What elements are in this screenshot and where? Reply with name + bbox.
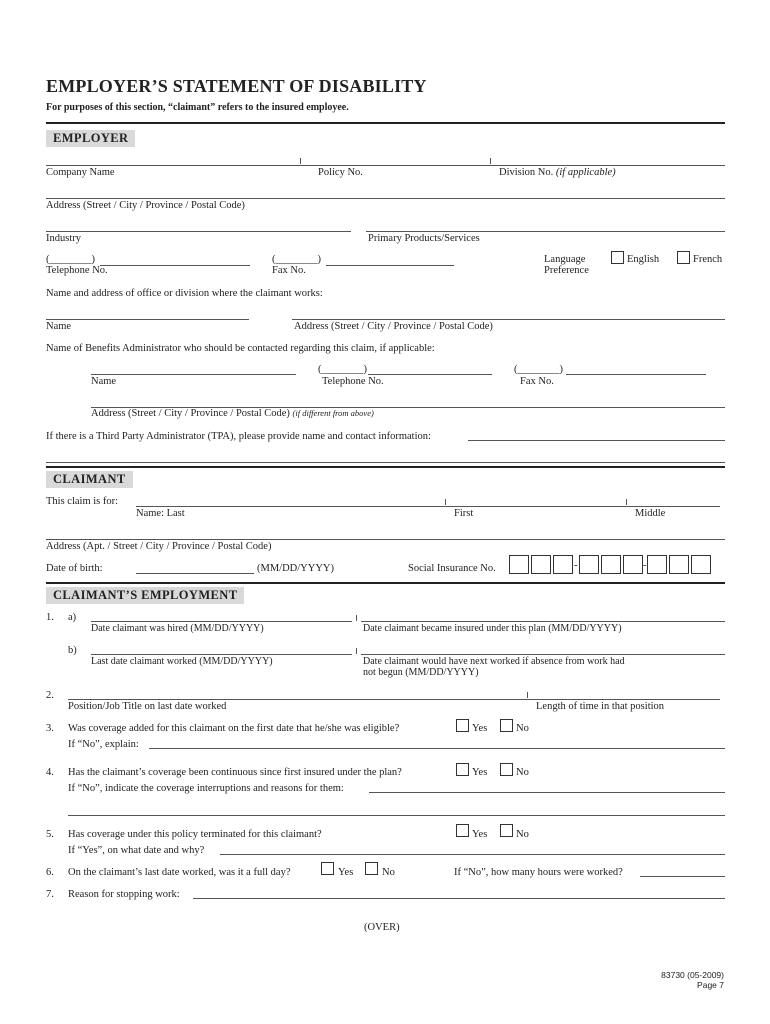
ba-address-text: Address (Street / City / Province / Postal Code) (91, 408, 290, 419)
q4-explain-field[interactable] (369, 792, 725, 793)
language-label: Language (544, 254, 586, 265)
q5-explain-label: If “Yes”, on what date and why? (68, 845, 205, 856)
division-no-label (499, 167, 616, 178)
ba-telephone-label: Telephone No. (322, 376, 384, 387)
q4-yes-checkbox[interactable] (456, 763, 469, 776)
sin-digit-box[interactable] (691, 555, 711, 574)
q1a-marker: a) (68, 612, 77, 623)
french-label: French (693, 254, 723, 265)
industry-field[interactable] (46, 231, 351, 232)
dob-field[interactable] (136, 573, 254, 574)
division-note: (if applicable) (555, 167, 616, 178)
field-separator (356, 648, 357, 654)
employer-address-field[interactable] (46, 198, 725, 199)
q1-number: 1. (46, 612, 54, 623)
telephone-area-code: (________) (46, 254, 95, 265)
q4-no-label: No (516, 767, 529, 778)
section-divider (46, 582, 725, 584)
office-name-label: Name (46, 321, 72, 332)
q6-hours-label: If “No”, how many hours were worked? (454, 867, 623, 878)
sin-digit-box[interactable] (669, 555, 689, 574)
form-title: EMPLOYER’S STATEMENT OF DISABILITY (46, 76, 427, 96)
office-name-field[interactable] (46, 319, 249, 320)
name-last-label: Name: Last (136, 508, 185, 519)
claimant-address-field[interactable] (46, 539, 725, 540)
fax-label: Fax No. (272, 265, 306, 276)
sin-digit-box[interactable] (553, 555, 573, 574)
last-date-worked-field[interactable] (91, 654, 352, 655)
q3-yes-label: Yes (472, 723, 488, 734)
name-middle-label: Middle (635, 508, 666, 519)
q6-number: 6. (46, 867, 54, 878)
ba-fax-area-code: (________) (514, 364, 563, 375)
division-no-text: Division No. (499, 167, 554, 178)
ba-fax-label: Fax No. (520, 376, 554, 387)
telephone-label: Telephone No. (46, 265, 108, 276)
fax-area-code: (________) (272, 254, 321, 265)
ba-telephone-area-code: (________) (318, 364, 367, 375)
date-hired-label: Date claimant was hired (MM/DD/YYYY) (91, 623, 264, 634)
office-address-field[interactable] (292, 319, 725, 320)
q1b-marker: b) (68, 645, 77, 656)
date-hired-field[interactable] (91, 621, 352, 622)
q4-explain-field-2[interactable] (68, 815, 725, 816)
claimant-section-label: CLAIMANT (46, 471, 133, 488)
form-number: 83730 (05-2009) (661, 970, 724, 980)
q6-yes-label: Yes (338, 867, 354, 878)
q3-explain-label: If “No”, explain: (68, 739, 139, 750)
q4-yes-label: Yes (472, 767, 488, 778)
q4-no-checkbox[interactable] (500, 763, 513, 776)
dob-label: Date of birth: (46, 563, 103, 574)
q2-number: 2. (46, 690, 54, 701)
field-separator (527, 692, 528, 698)
q7-number: 7. (46, 889, 54, 900)
ba-telephone-field[interactable] (368, 374, 492, 375)
company-policy-division-line[interactable] (46, 165, 725, 166)
length-time-label: Length of time in that position (536, 701, 665, 712)
date-insured-field[interactable] (361, 621, 725, 622)
q3-text: Was coverage added for this claimant on the first date that he/she was eligible? (68, 723, 400, 734)
position-label: Position/Job Title on last date worked (68, 701, 227, 712)
q5-text: Has coverage under this policy terminated for this claimant? (68, 829, 322, 840)
sin-dash: - (574, 560, 578, 571)
q5-number: 5. (46, 829, 54, 840)
date-insured-label: Date claimant became insured under this plan (MM/DD/YYYY) (363, 623, 622, 634)
would-have-worked-label-1: Date claimant would have next worked if absence from work had (363, 656, 625, 667)
ba-address-label (91, 408, 374, 419)
q6-no-label: No (382, 867, 395, 878)
sin-dash: - (643, 560, 647, 571)
industry-label: Industry (46, 233, 81, 244)
field-separator (626, 499, 627, 505)
tpa-field-line-2[interactable] (46, 462, 725, 463)
benefits-admin-prompt: Name of Benefits Administrator who should be contacted regarding this claim, if applicable: (46, 343, 435, 354)
q5-explain-field[interactable] (220, 854, 725, 855)
q3-no-label: No (516, 723, 529, 734)
q3-yes-checkbox[interactable] (456, 719, 469, 732)
field-separator (300, 158, 301, 164)
sin-label: Social Insurance No. (408, 563, 496, 574)
tpa-prompt: If there is a Third Party Administrator (TPA), please provide name and contact information: (46, 431, 431, 442)
name-first-label: First (454, 508, 474, 519)
dob-format: (MM/DD/YYYY) (257, 563, 334, 574)
q3-number: 3. (46, 723, 54, 734)
q5-no-checkbox[interactable] (500, 824, 513, 837)
ba-name-field[interactable] (91, 374, 296, 375)
section-divider (46, 122, 725, 124)
ba-address-note: (if different from above) (292, 408, 374, 418)
page-number: Page 7 (697, 980, 724, 990)
over-indicator: (OVER) (364, 922, 400, 933)
company-name-label: Company Name (46, 167, 115, 178)
q6-hours-field[interactable] (640, 876, 725, 877)
sin-digit-box[interactable] (531, 555, 551, 574)
q6-no-checkbox[interactable] (365, 862, 378, 875)
office-address-label: Address (Street / City / Province / Postal Code) (294, 321, 493, 332)
office-prompt: Name and address of office or division where the claimant works: (46, 288, 323, 299)
q5-no-label: No (516, 829, 529, 840)
sin-digit-box[interactable] (509, 555, 529, 574)
sin-digit-box[interactable] (647, 555, 667, 574)
last-date-worked-label: Last date claimant worked (MM/DD/YYYY) (91, 656, 273, 667)
q6-text: On the claimant’s last date worked, was it a full day? (68, 867, 291, 878)
claimant-name-field[interactable] (136, 506, 720, 507)
employer-section-label: EMPLOYER (46, 130, 135, 147)
field-separator (356, 615, 357, 621)
q7-reason-field[interactable] (193, 898, 725, 899)
tpa-field[interactable] (468, 440, 725, 441)
sin-digit-box[interactable] (601, 555, 621, 574)
sin-digit-box[interactable] (579, 555, 599, 574)
would-have-worked-label-2: not begun (MM/DD/YYYY) (363, 667, 479, 678)
q4-explain-label: If “No”, indicate the coverage interruptions and reasons for them: (68, 783, 344, 794)
claim-for-label: This claim is for: (46, 496, 119, 507)
field-separator (490, 158, 491, 164)
q5-yes-checkbox[interactable] (456, 824, 469, 837)
q4-number: 4. (46, 767, 54, 778)
q3-explain-field[interactable] (149, 748, 725, 749)
telephone-field[interactable] (100, 265, 250, 266)
q3-no-checkbox[interactable] (500, 719, 513, 732)
would-have-worked-field[interactable] (361, 654, 725, 655)
english-label: English (627, 254, 660, 265)
form-subtitle: For purposes of this section, “claimant” refers to the insured employee. (46, 102, 349, 113)
claimant-address-label: Address (Apt. / Street / City / Province / Postal Code) (46, 541, 272, 552)
french-checkbox[interactable] (677, 251, 690, 264)
section-divider (46, 466, 725, 468)
ba-fax-field[interactable] (566, 374, 706, 375)
primary-products-field[interactable] (366, 231, 725, 232)
q7-text: Reason for stopping work: (68, 889, 180, 900)
preference-label: Preference (544, 265, 589, 276)
q6-yes-checkbox[interactable] (321, 862, 334, 875)
sin-digit-box[interactable] (623, 555, 643, 574)
position-length-field[interactable] (68, 699, 720, 700)
q4-text: Has the claimant’s coverage been continuous since first insured under the plan? (68, 767, 402, 778)
employer-address-label: Address (Street / City / Province / Postal Code) (46, 200, 245, 211)
english-checkbox[interactable] (611, 251, 624, 264)
policy-no-label: Policy No. (318, 167, 363, 178)
field-separator (445, 499, 446, 505)
primary-products-label: Primary Products/Services (368, 233, 480, 244)
employment-section-label: CLAIMANT’S EMPLOYMENT (46, 587, 244, 604)
ba-name-label: Name (91, 376, 117, 387)
fax-field[interactable] (326, 265, 454, 266)
q5-yes-label: Yes (472, 829, 488, 840)
